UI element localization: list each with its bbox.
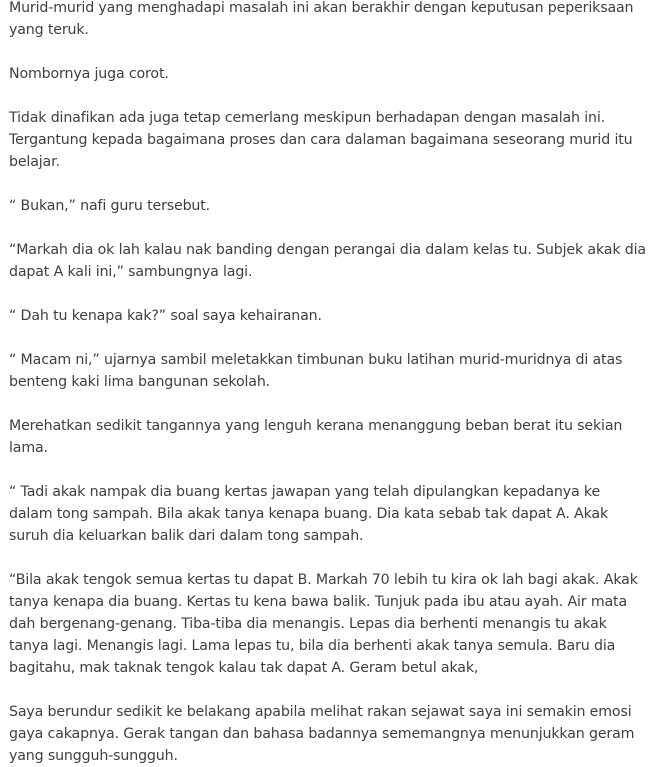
paragraph-7: “ Macam ni,” ujarnya sambil meletakkan timbunan buku latihan murid-muridnya di atas benteng kaki lima bangunan sekolah.	[9, 352, 623, 390]
paragraph-3: Tidak dinafikan ada juga tetap cemerlang meskipun berhadapan dengan masalah ini. Tergantung kepada bagaimana proses dan cara dalaman bagaimana seseorang murid itu belajar.	[9, 110, 633, 170]
paragraph-5: “Markah dia ok lah kalau nak banding dengan perangai dia dalam kelas tu. Subjek akak dia dapat A kali ini,” sambungnya lagi.	[9, 242, 646, 280]
paragraph-1: Murid-murid yang menghadapi masalah ini akan berakhir dengan keputusan peperiksaan yang teruk.	[9, 0, 634, 38]
paragraph-9: “ Tadi akak nampak dia buang kertas jawapan yang telah dipulangkan kepadanya ke dalam tong sampah. Bila akak tanya kenapa buang. Dia kata sebab tak dapat A. Akak suruh dia keluarkan balik dari dalam tong sampah.	[9, 484, 609, 544]
paragraph-10: “Bila akak tengok semua kertas tu dapat B. Markah 70 lebih tu kira ok lah bagi akak. Akak tanya kenapa dia buang. Kertas tu kena bawa balik. Tunjuk pada ibu atau ayah. Air mata dah bergenang-genang. Tiba-tiba dia menangis. Lepas dia berhenti menangis tu akak tanya lagi. Menangis lagi. Lama lepas tu, bila dia berhenti akak tanya semula. Baru dia bagitahu, mak taknak tengok kalau tak dapat A. Geram betul akak,	[9, 572, 638, 676]
paragraph-6: “ Dah tu kenapa kak?” soal saya kehairanan.	[9, 308, 322, 324]
paragraph-8: Merehatkan sedikit tangannya yang lenguh kerana menanggung beban berat itu sekian lama.	[9, 418, 623, 456]
paragraph-11: Saya berundur sedikit ke belakang apabila melihat rakan sejawat saya ini semakin emosi gaya cakapnya. Gerak tangan dan bahasa badannya sememangnya menunjukkan geram yang sungguh-sungguh.	[9, 704, 635, 764]
paragraph-2: Nombornya juga corot.	[9, 66, 169, 82]
paragraph-4: “ Bukan,” nafi guru tersebut.	[9, 198, 211, 214]
